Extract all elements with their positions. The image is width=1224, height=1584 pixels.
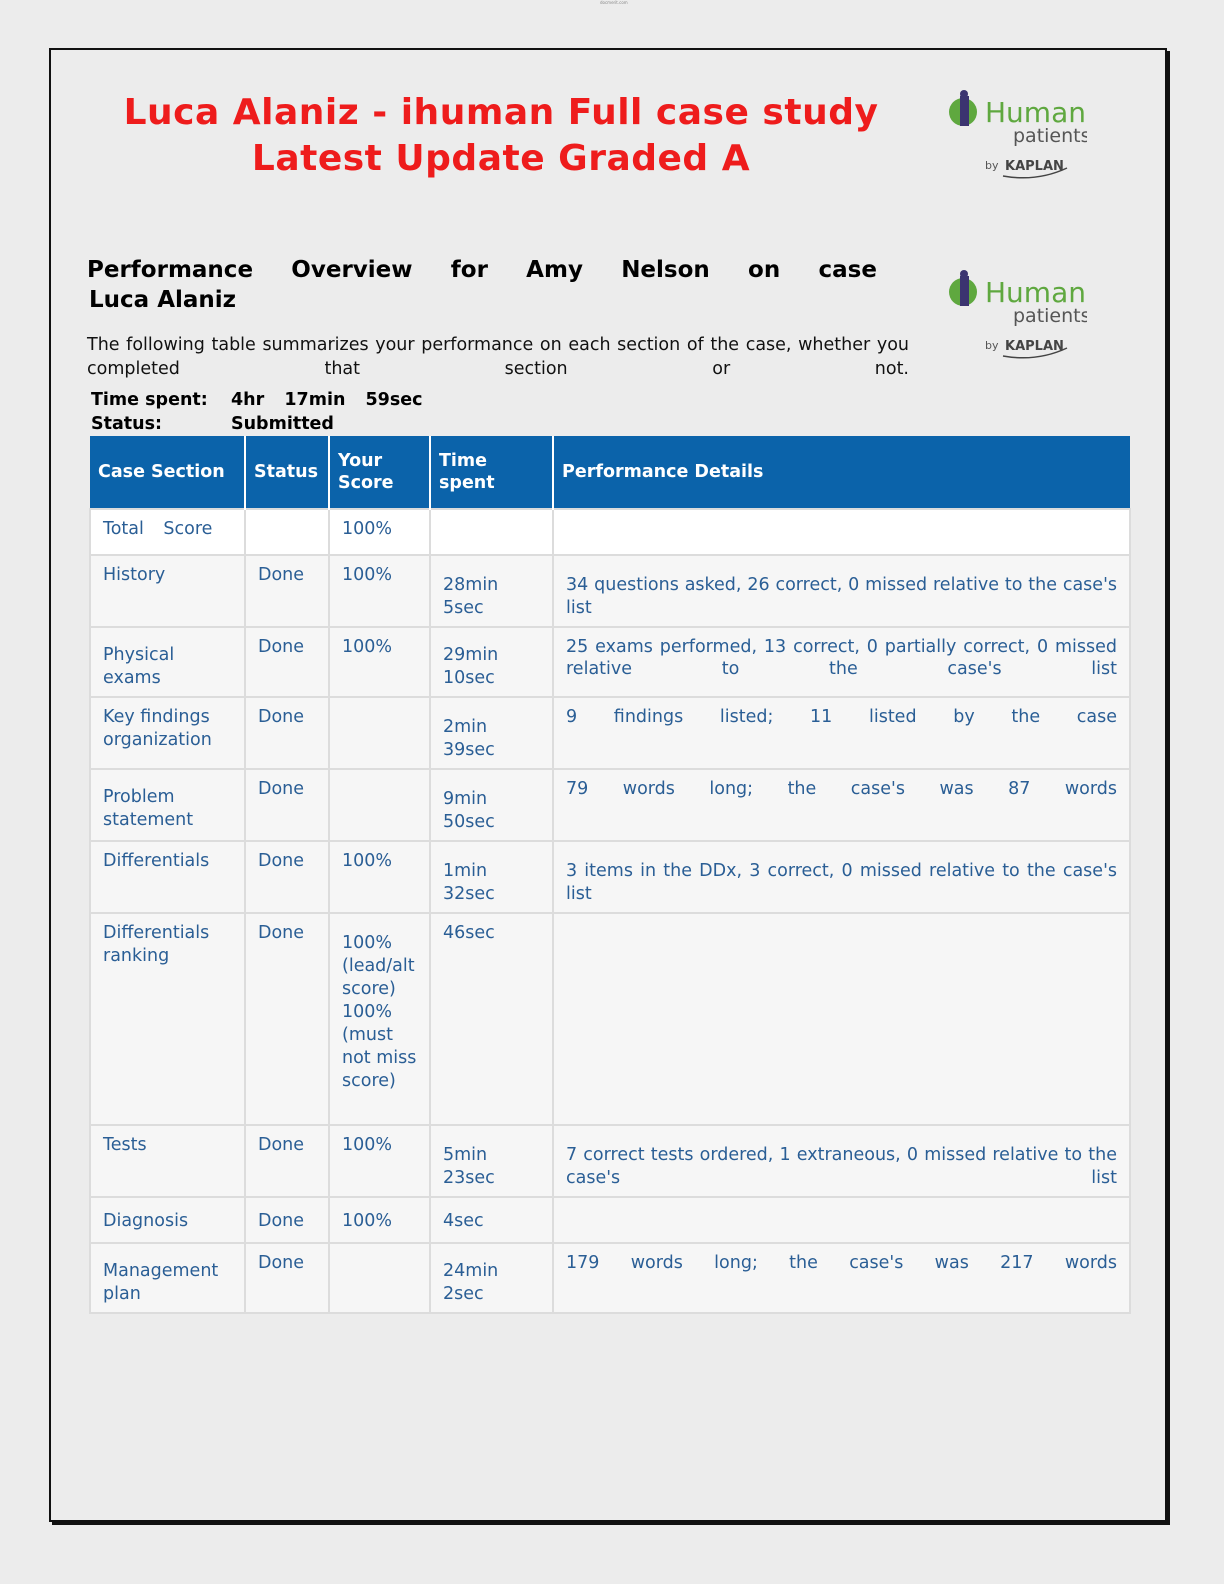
table-row xyxy=(90,841,1130,913)
col-header-your-score: Your Score xyxy=(329,436,430,509)
time-spent-label: Time spent: xyxy=(91,390,208,410)
logo-by-text: by xyxy=(985,159,999,172)
logo-i-stem xyxy=(960,276,969,306)
cell-section: History xyxy=(90,555,245,627)
heading-word: case xyxy=(818,257,877,283)
cell-details xyxy=(553,1197,1130,1243)
table-header-row xyxy=(90,436,1130,509)
document-page xyxy=(49,48,1167,1522)
time-spent-value: 4hr 17min 59sec xyxy=(231,390,423,410)
cell-details xyxy=(553,509,1130,555)
col-header-time-spent: Time spent xyxy=(430,436,553,509)
status-row xyxy=(91,412,423,436)
status-value: Submitted xyxy=(231,414,334,434)
cell-time: 28min 5sec xyxy=(430,555,553,627)
cell-score: 100% xyxy=(329,509,430,555)
cell-details: 9 findings listed; 11 listed by the case xyxy=(553,697,1130,769)
cell-time: 2min 39sec xyxy=(430,697,553,769)
table-row xyxy=(90,913,1130,1125)
status-label: Status: xyxy=(91,414,163,434)
intro-paragraph: The following table summarizes your performance on each section of the case, whether you completed that section or not. xyxy=(87,335,909,379)
logo-i-stem xyxy=(960,96,969,126)
table-row xyxy=(90,769,1130,841)
table-row xyxy=(90,555,1130,627)
cell-status: Done xyxy=(245,697,329,769)
heading-word: Performance xyxy=(87,257,254,283)
time-spent-row xyxy=(91,388,423,412)
cell-score: 100% xyxy=(329,1197,430,1243)
cell-time: 46sec xyxy=(430,913,553,1125)
cell-section: Problem statement xyxy=(90,769,245,841)
cell-score xyxy=(329,1243,430,1313)
logo-brand-text: Human xyxy=(985,96,1086,129)
logo-by-text: by xyxy=(985,339,999,352)
heading-word: on xyxy=(748,257,781,283)
table-row xyxy=(90,697,1130,769)
logo-brand-text: Human xyxy=(985,276,1086,309)
cell-time: 4sec xyxy=(430,1197,553,1243)
source-watermark: docmerit.com xyxy=(600,0,628,5)
cell-score: 100% (lead/alt score) 100% (must not miss score) xyxy=(329,913,430,1125)
cell-time: 9min 50sec xyxy=(430,769,553,841)
cell-section: Management plan xyxy=(90,1243,245,1313)
cell-status xyxy=(245,509,329,555)
heading-word: Overview xyxy=(291,257,413,283)
performance-table xyxy=(89,436,1131,1314)
cell-details: 3 items in the DDx, 3 correct, 0 missed relative to the case's list xyxy=(553,841,1130,913)
cell-status: Done xyxy=(245,913,329,1125)
ihuman-patients-logo-2 xyxy=(947,268,1087,363)
cell-details xyxy=(553,913,1130,1125)
cell-score: 100% xyxy=(329,1125,430,1197)
logo-sub-text: patients xyxy=(1013,305,1087,327)
performance-heading-line-1 xyxy=(87,255,877,285)
logo-i-dot xyxy=(960,270,968,278)
cell-time: 24min 2sec xyxy=(430,1243,553,1313)
ihuman-patients-logo xyxy=(947,88,1087,183)
col-header-performance-details: Performance Details xyxy=(553,436,1130,509)
table-row xyxy=(90,509,1130,555)
cell-details: 34 questions asked, 26 correct, 0 missed relative to the case's list xyxy=(553,555,1130,627)
logo-sub-text: patients xyxy=(1013,125,1087,147)
table-row xyxy=(90,1197,1130,1243)
cell-score: 100% xyxy=(329,841,430,913)
logo-kaplan-text: KAPLAN xyxy=(1005,339,1064,354)
table-row xyxy=(90,627,1130,697)
cell-score: 100% xyxy=(329,555,430,627)
cell-section: Differentials xyxy=(90,841,245,913)
cell-section: Physical exams xyxy=(90,627,245,697)
title-line-2: Latest Update Graded A xyxy=(251,138,751,179)
cell-score xyxy=(329,769,430,841)
cell-status: Done xyxy=(245,627,329,697)
cell-time: 1min 32sec xyxy=(430,841,553,913)
cell-section: Tests xyxy=(90,1125,245,1197)
cell-status: Done xyxy=(245,1243,329,1313)
table-row xyxy=(90,1125,1130,1197)
cell-details: 79 words long; the case's was 87 words xyxy=(553,769,1130,841)
table-row xyxy=(90,1243,1130,1313)
cell-details: 7 correct tests ordered, 1 extraneous, 0 missed relative to the case's list xyxy=(553,1125,1130,1197)
title-line-1: Luca Alaniz - ihuman Full case study xyxy=(123,92,879,133)
heading-word: Nelson xyxy=(621,257,710,283)
col-header-status: Status xyxy=(245,436,329,509)
heading-word: for xyxy=(450,257,488,283)
cell-score: 100% xyxy=(329,627,430,697)
case-name: Luca Alaniz xyxy=(89,287,237,313)
heading-word: Amy xyxy=(526,257,583,283)
cell-details: 179 words long; the case's was 217 words xyxy=(553,1243,1130,1313)
cell-time: 5min 23sec xyxy=(430,1125,553,1197)
cell-status: Done xyxy=(245,1197,329,1243)
cell-section: Total Score xyxy=(90,509,245,555)
cell-details: 25 exams performed, 13 correct, 0 partially correct, 0 missed relative to the case's list xyxy=(553,627,1130,697)
cell-section: Differentials ranking xyxy=(90,913,245,1125)
performance-heading xyxy=(87,255,877,315)
cell-status: Done xyxy=(245,769,329,841)
ihuman-logo-graphic xyxy=(947,88,1087,183)
cell-time xyxy=(430,509,553,555)
cell-time: 29min 10sec xyxy=(430,627,553,697)
cell-status: Done xyxy=(245,841,329,913)
logo-i-dot xyxy=(960,90,968,98)
logo-kaplan-text: KAPLAN xyxy=(1005,159,1064,174)
col-header-case-section: Case Section xyxy=(90,436,245,509)
ihuman-logo-graphic-2 xyxy=(947,268,1087,363)
cell-status: Done xyxy=(245,555,329,627)
cell-status: Done xyxy=(245,1125,329,1197)
summary-meta xyxy=(91,388,423,436)
cell-score xyxy=(329,697,430,769)
cell-section: Key findings organization xyxy=(90,697,245,769)
document-title xyxy=(111,90,891,182)
cell-section: Diagnosis xyxy=(90,1197,245,1243)
